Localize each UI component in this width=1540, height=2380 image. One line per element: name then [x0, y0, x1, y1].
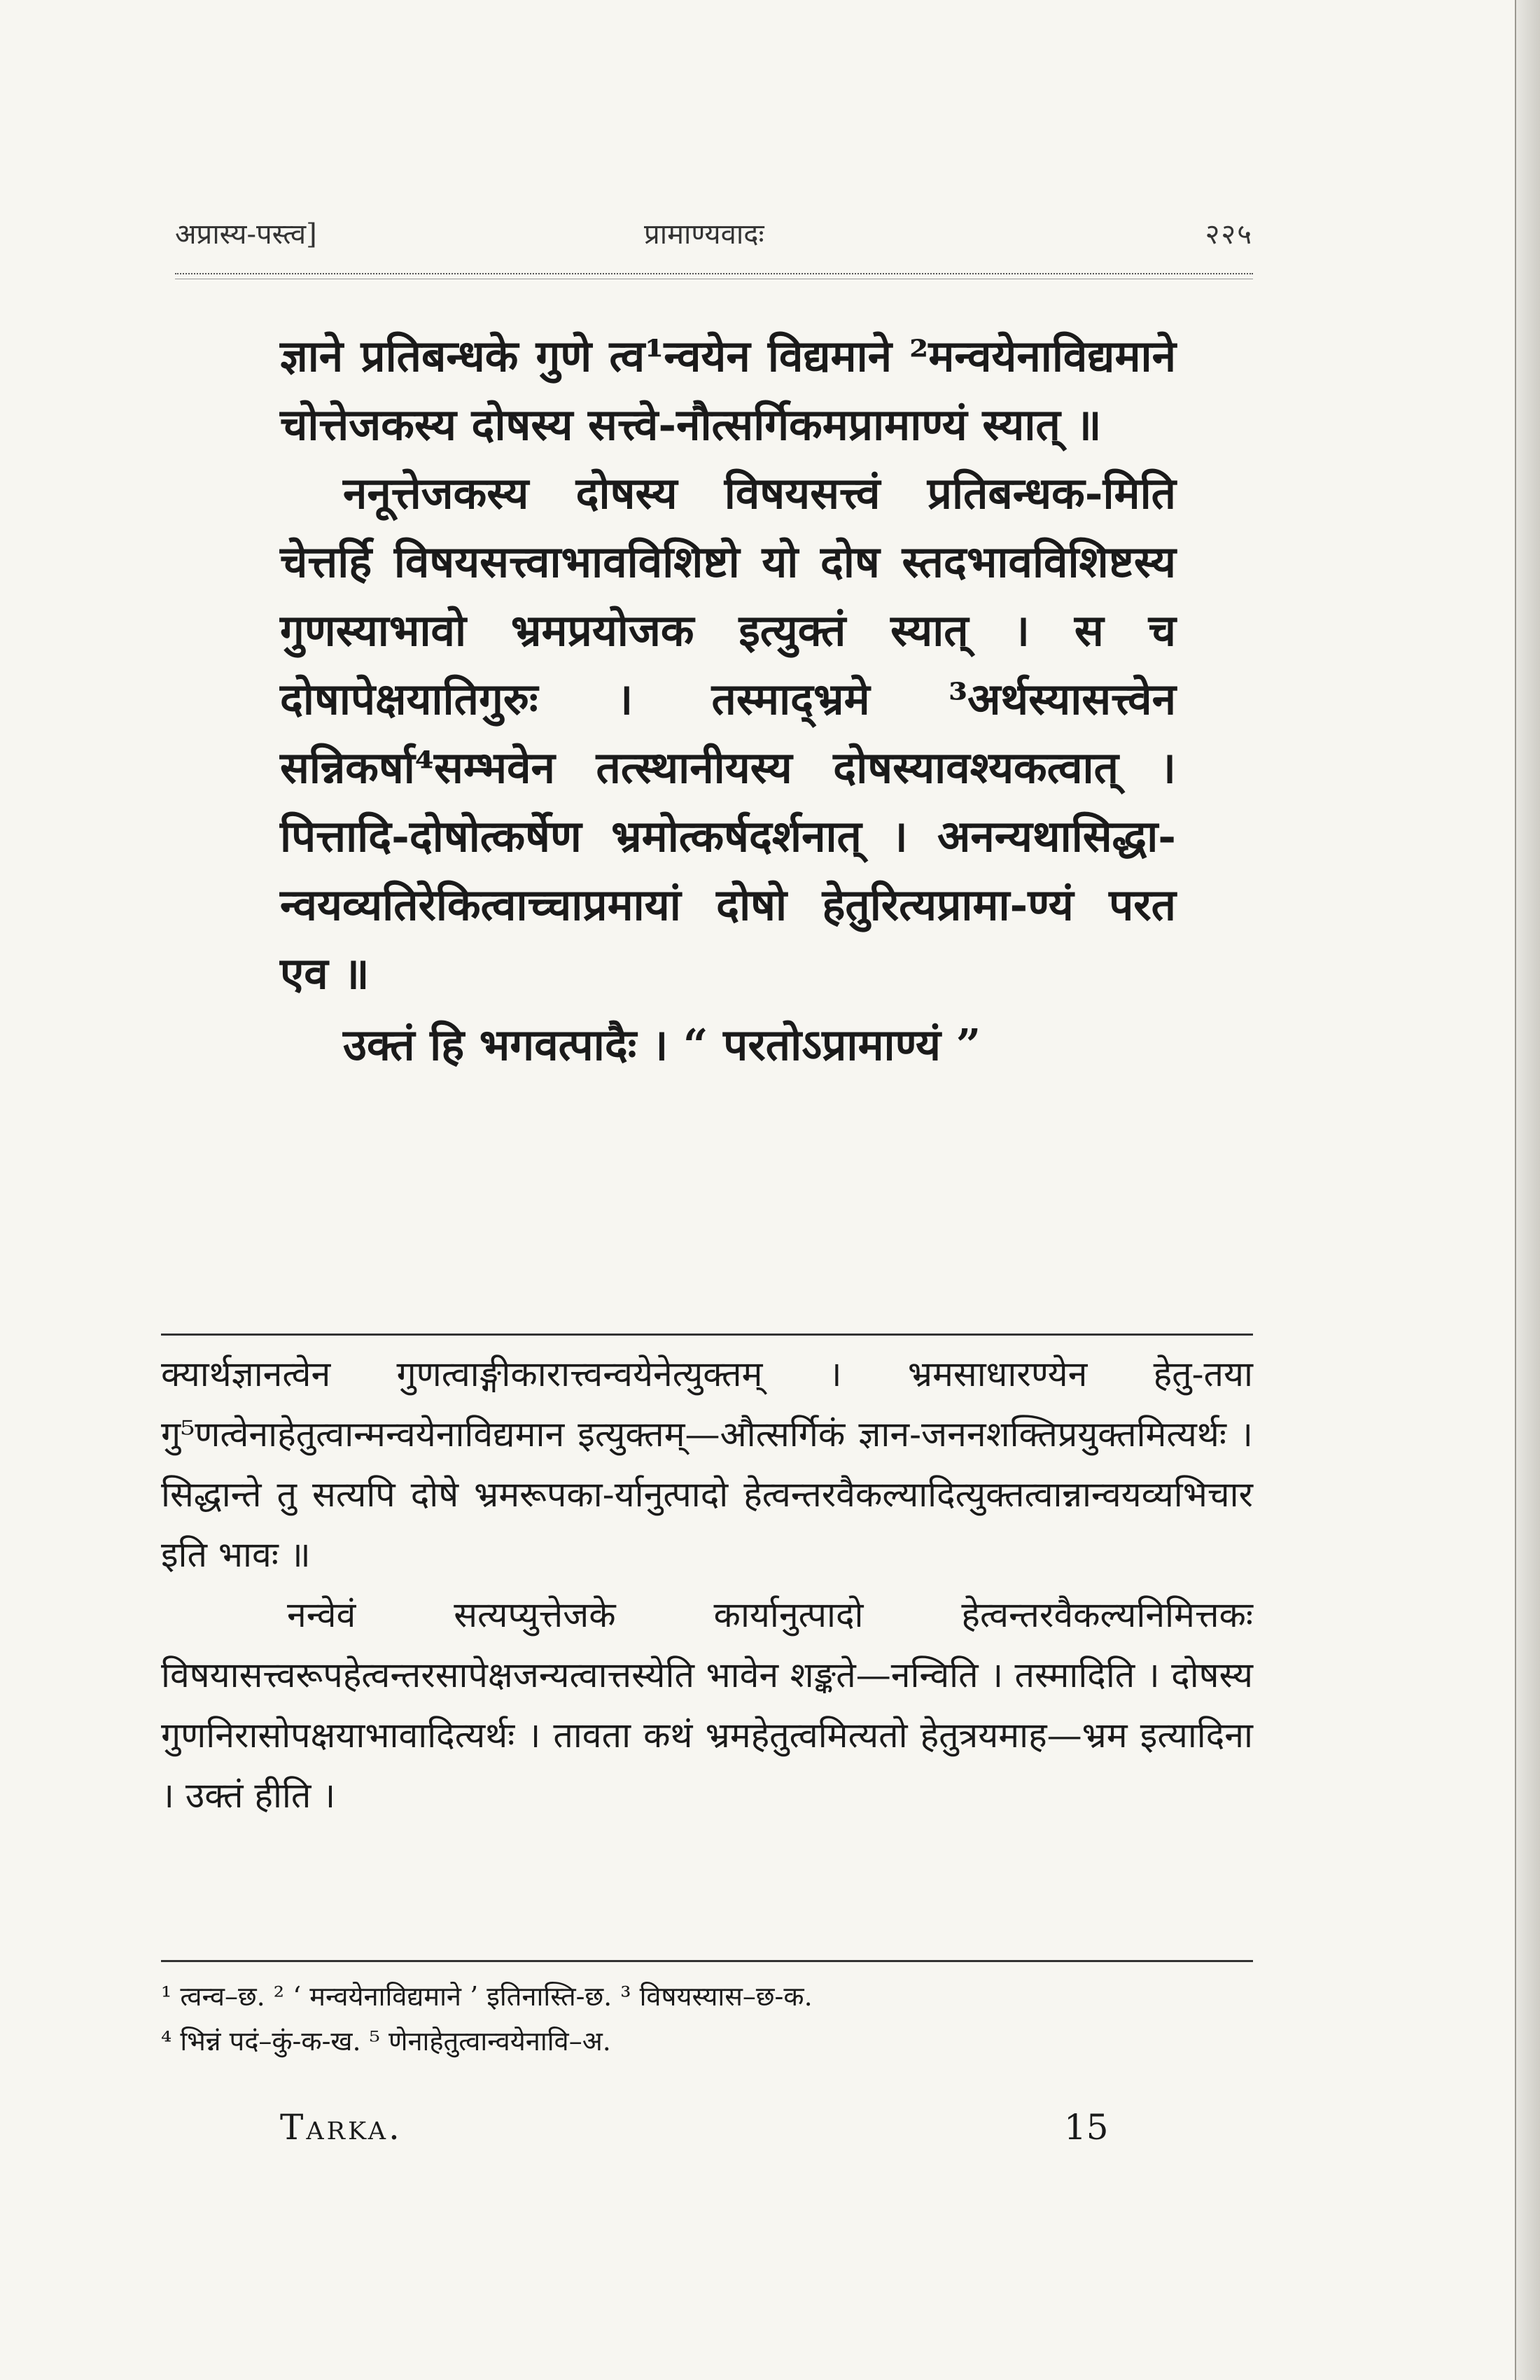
main-paragraph-2: ननूत्तेजकस्य दोषस्य विषयसत्त्वं प्रतिबन्धक-मिति चेत्तर्हि विषयसत्त्वाभावविशिष्टो यो दोष स्तदभावविशिष्टस्य गुणस्याभावो भ्रमप्रयोजक इत्युक्तं स्यात् । स च दोषापेक्षयातिगुरुः । तस्माद्भ्रमे ³अर्थस्यासत्त्वेन सन्निकर्षा⁴सम्भवेन तत्स्थानीयस्य दोषस्यावश्यकत्वात् । पित्तादि-दोषोत्कर्षेण भ्रमोत्कर्षदर्शनात् । अनन्यथासिद्धा-न्वयव्यतिरेकित्वाच्चाप्रमायां दोषो हेतुरित्यप्रामा-ण्यं परत एव ॥: [280, 468, 1176, 999]
page-edge: [1515, 0, 1540, 2380]
sheet-number: 15: [1064, 2107, 1109, 2148]
signature-mark: Tarka.: [280, 2107, 402, 2148]
main-paragraph-1: ज्ञाने प्रतिबन्धके गुणे त्व¹न्वयेन विद्यमाने ²मन्वयेनाविद्यमाने चोत्तेजकस्य दोषस्य सत्त्वे-नौत्सर्गिकमप्रामाण्यं स्यात् ॥: [280, 330, 1176, 450]
commentary-paragraph-2: नन्वेवं सत्यप्युत्तेजके कार्यानुत्पादो हेत्वन्तरवैकल्यनिमित्तकः विषयासत्त्वरूपहेत्वन्तरसापेक्षजन्यत्वात्तस्येति भावेन शङ्कते—नन्विति । तस्मादिति । दोषस्य गुणनिरासोपक्षयाभावादित्यर्थः । तावता कथं भ्रमहेतुत्वमित्यतो हेतुत्रयमाह—भ्रम इत्यादिना । उक्तं हीति ।: [161, 1595, 1253, 1816]
page-number: २२५: [1205, 218, 1253, 251]
running-header: [175, 214, 1253, 262]
footnote-line-2: ⁴ भिन्नं पदं–कुं-क-ख. ⁵ णेनाहेतुत्वान्वयेनावि–अ.: [161, 2026, 611, 2057]
commentary: [161, 1344, 1253, 1826]
header-chapter-title: प्रामाण्यवादः: [644, 218, 764, 251]
footnote-line-1: ¹ त्वन्व–छ. ² ‘ मन्वयेनाविद्यमाने ’ इतिनास्ति-छ. ³ विषयस्यास–छ-क.: [161, 1981, 813, 2012]
page-footer: [280, 2107, 1120, 2163]
main-text: [280, 322, 1176, 1079]
commentary-paragraph-1: क्यार्थज्ञानत्वेन गुणत्वाङ्गीकारात्त्वन्वयेनेत्युक्तम् । भ्रमसाधारण्येन हेतु-तया गु⁵णत्वेनाहेतुत्वान्मन्वयेनाविद्यमान इत्युक्तम्—औत्सर्गिकं ज्ञान-जननशक्तिप्रयुक्तमित्यर्थः । सिद्धान्ते तु सत्यपि दोषे भ्रमरूपका-र्यानुत्पादो हेत्वन्तरवैकल्यादित्युक्तत्वान्नान्वयव्यभिचार इति भावः ॥: [161, 1354, 1253, 1575]
footnotes: [161, 1974, 1253, 2064]
header-rule: [175, 273, 1253, 279]
text-commentary-divider: [161, 1334, 1253, 1336]
header-section-title: अप्रास्य-पस्त्व]: [175, 218, 317, 251]
footnote-divider: [161, 1960, 1253, 1962]
main-quote-line: उक्तं हि भगवत्पादैः । “ परतोऽप्रामाण्यं ”: [343, 1019, 981, 1070]
